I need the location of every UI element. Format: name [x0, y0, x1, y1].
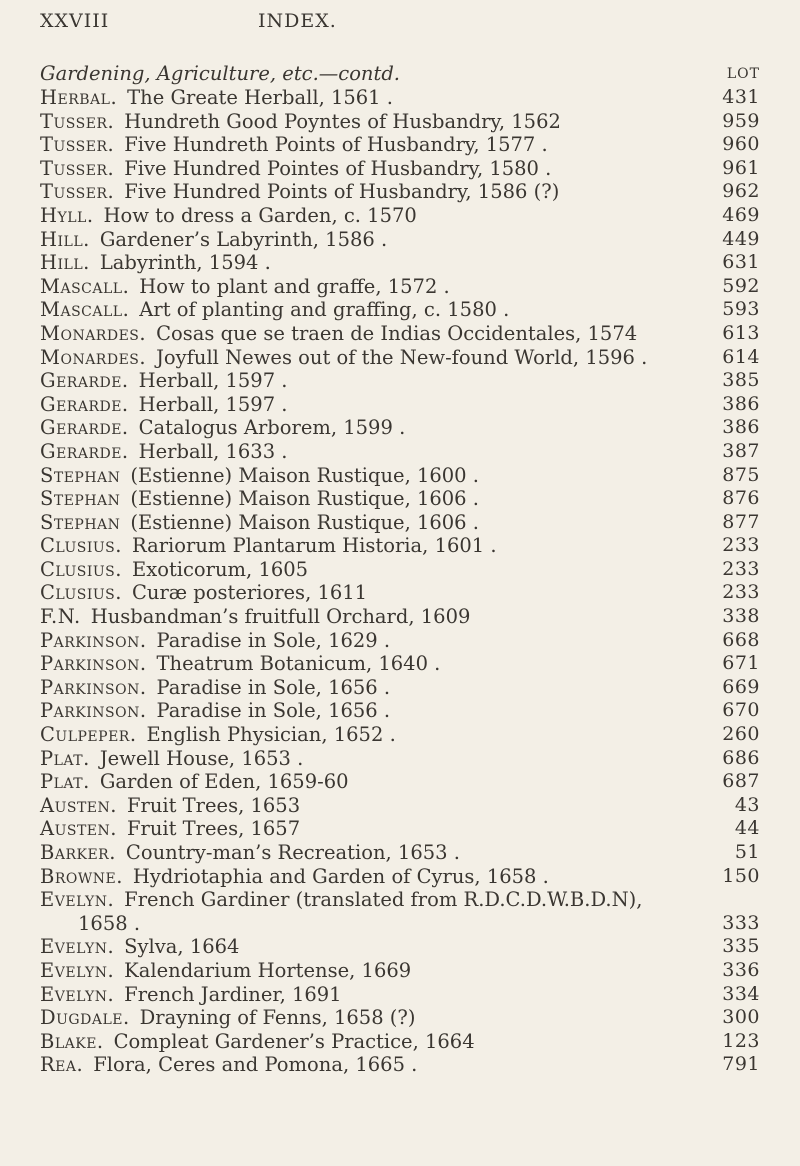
entry-lot-number: 338 — [722, 605, 760, 628]
entry-author: Herbal. — [40, 86, 118, 109]
entry-author: F.N. — [40, 605, 81, 629]
entry-author: Gerarde. — [40, 369, 129, 393]
entry-lot-number: 334 — [722, 982, 760, 1005]
entry-lot-number: 43 — [734, 793, 760, 816]
entry-title: Hundreth Good Poyntes of Husbandry, 1562 — [124, 109, 561, 133]
entry-lot-number: 962 — [722, 180, 760, 203]
entry-title: Herball, 1633 . — [138, 439, 288, 463]
entry-lot-number: 961 — [722, 156, 760, 179]
entry-author: Clusius. — [40, 557, 122, 581]
entry-lot-number: 791 — [722, 1053, 760, 1076]
entry-author: Stephan — [40, 510, 121, 534]
entry-title: Exoticorum, 1605 — [131, 557, 309, 581]
entry-lot-number: 960 — [722, 133, 760, 156]
index-entry — [40, 1053, 760, 1077]
entry-title: Flora, Ceres and Pomona, 1665 . — [93, 1053, 418, 1077]
entry-author: Gerarde. — [40, 392, 129, 416]
entry-author: Tusser. — [40, 180, 115, 204]
index-entry — [40, 511, 760, 535]
entry-lot-number: 386 — [722, 392, 760, 415]
entry-title: Gardener’s Labyrinth, 1586 . — [99, 227, 388, 251]
entry-title: (Estienne) Maison Rustique, 1600 . — [130, 463, 479, 487]
entry-title: Garden of Eden, 1659-60 — [99, 770, 349, 794]
entry-title: Sylva, 1664 — [124, 935, 240, 959]
entry-lot-number: 300 — [722, 1006, 760, 1029]
index-entry — [40, 1030, 760, 1054]
entry-author: Tusser. — [40, 156, 115, 180]
index-entry — [40, 251, 760, 275]
entry-author: Culpeper. — [40, 723, 137, 747]
entry-author: Monardes. — [40, 321, 147, 345]
entry-title: 1658 . — [78, 911, 141, 935]
entry-lot-number: 44 — [734, 817, 760, 840]
entry-title: Joyfull Newes out of the New-found World, 1596 . — [156, 345, 648, 369]
page-number: XXVIII — [40, 10, 110, 32]
index-entry — [40, 322, 760, 346]
entry-lot-number: 449 — [722, 227, 760, 250]
index-entry — [40, 817, 760, 841]
entry-title: Herball, 1597 . — [138, 392, 288, 416]
entry-title: French Gardiner (translated from R.D.C.D.W.B.D.N), — [124, 888, 643, 912]
entry-author: Austen. — [40, 817, 117, 841]
entry-title: Catalogus Arborem, 1599 . — [138, 416, 406, 440]
index-entry — [40, 747, 760, 771]
index-entry — [40, 629, 760, 653]
entry-author: Clusius. — [40, 534, 122, 558]
index-entry — [40, 581, 760, 605]
index-entry — [40, 652, 760, 676]
entry-author: Gerarde. — [40, 416, 129, 440]
index-entry — [40, 228, 760, 252]
entry-title: Labyrinth, 1594 . — [99, 251, 271, 275]
index-entry — [40, 912, 760, 936]
entry-lot-number: 336 — [722, 958, 760, 981]
entry-lot-number: 959 — [722, 109, 760, 132]
entry-lot-number: 233 — [722, 557, 760, 580]
entry-author: Evelyn. — [40, 982, 115, 1006]
entry-title: Herball, 1597 . — [138, 369, 288, 393]
index-entry — [40, 770, 760, 794]
entry-title: Rariorum Plantarum Historia, 1601 . — [131, 534, 497, 558]
entry-lot-number: 687 — [722, 770, 760, 793]
index-entry — [40, 110, 760, 134]
entry-title: Paradise in Sole, 1629 . — [156, 628, 391, 652]
entry-author: Parkinson. — [40, 699, 147, 723]
entry-title: English Physician, 1652 . — [146, 723, 396, 747]
entry-title: Compleat Gardener’s Practice, 1664 — [113, 1029, 475, 1053]
index-entry — [40, 841, 760, 865]
entry-lot-number: 876 — [722, 487, 760, 510]
index-entry — [40, 1006, 760, 1030]
index-entry — [40, 86, 760, 110]
lot-column-heading: LOT — [726, 66, 760, 82]
entry-author: Browne. — [40, 864, 123, 888]
entry-author: Mascall. — [40, 298, 130, 322]
entry-title: French Jardiner, 1691 — [124, 982, 342, 1006]
entry-lot-number: 670 — [722, 699, 760, 722]
entry-author: Monardes. — [40, 345, 147, 369]
entry-title: How to dress a Garden, c. 1570 — [103, 203, 417, 227]
entry-lot-number: 431 — [722, 86, 760, 108]
index-entry — [40, 794, 760, 818]
entry-title: Paradise in Sole, 1656 . — [156, 675, 391, 699]
entry-lot-number: 592 — [722, 274, 760, 297]
entry-title: Jewell House, 1653 . — [99, 746, 304, 770]
index-entry — [40, 298, 760, 322]
entry-author: Evelyn. — [40, 888, 115, 912]
index-entry — [40, 558, 760, 582]
entry-author: Tusser. — [40, 109, 115, 133]
entry-title: How to plant and graffe, 1572 . — [139, 274, 450, 298]
index-entry — [40, 676, 760, 700]
entry-title: Fruit Trees, 1657 — [126, 817, 301, 841]
index-entry — [40, 157, 760, 181]
entry-lot-number: 387 — [722, 439, 760, 462]
entry-title: Cosas que se traen de Indias Occidentales, 1574 — [156, 321, 638, 345]
index-entry — [40, 440, 760, 464]
entry-lot-number: 593 — [722, 298, 760, 321]
entry-author: Evelyn. — [40, 935, 115, 959]
entry-author: Parkinson. — [40, 628, 147, 652]
index-entry — [40, 464, 760, 488]
entry-author: Parkinson. — [40, 675, 147, 699]
index-entry — [40, 369, 760, 393]
index-entry — [40, 983, 760, 1007]
entry-lot-number: 671 — [722, 652, 760, 675]
entry-lot-number: 875 — [722, 463, 760, 486]
entry-lot-number: 333 — [722, 911, 760, 934]
entry-author: Blake. — [40, 1029, 104, 1053]
entry-lot-number: 614 — [722, 345, 760, 368]
entry-title: Art of planting and graffing, c. 1580 . — [139, 298, 510, 322]
entry-author: Hyll. — [40, 203, 94, 227]
index-entry — [40, 416, 760, 440]
entry-lot-number: 233 — [722, 581, 760, 604]
entry-lot-number: 51 — [734, 841, 760, 863]
index-entry — [40, 699, 760, 723]
entry-lot-number: 150 — [722, 864, 760, 887]
entry-title: The Greate Herball, 1561 . — [127, 86, 393, 109]
entry-lot-number: 260 — [722, 723, 760, 746]
entry-title: Hydriotaphia and Garden of Cyrus, 1658 . — [132, 864, 549, 888]
index-entry — [40, 180, 760, 204]
entry-title: Kalendarium Hortense, 1669 — [124, 958, 412, 982]
index-entry — [40, 723, 760, 747]
entry-lot-number: 686 — [722, 746, 760, 769]
running-head — [40, 10, 760, 36]
index-entry — [40, 275, 760, 299]
entry-author: Plat. — [40, 770, 90, 794]
running-title: INDEX. — [258, 10, 337, 32]
index-entry — [40, 605, 760, 629]
index-entry — [40, 935, 760, 959]
entry-author: Stephan — [40, 463, 121, 487]
entry-lot-number: 233 — [722, 534, 760, 557]
entry-lot-number: 123 — [722, 1029, 760, 1052]
index-entry — [40, 534, 760, 558]
entry-title: Country-man’s Recreation, 1653 . — [125, 841, 460, 864]
entry-title: Fruit Trees, 1653 — [126, 793, 301, 817]
entry-lot-number: 335 — [722, 935, 760, 958]
entry-author: Hill. — [40, 227, 90, 251]
index-entry — [40, 959, 760, 983]
section-heading: Gardening, Agriculture, etc.—contd. — [40, 62, 401, 85]
entry-title: Five Hundred Pointes of Husbandry, 1580 . — [124, 156, 552, 180]
entry-title: Paradise in Sole, 1656 . — [156, 699, 391, 723]
index-entry — [40, 133, 760, 157]
entry-title: (Estienne) Maison Rustique, 1606 . — [130, 487, 479, 511]
entry-title: Five Hundreth Points of Husbandry, 1577 . — [124, 133, 548, 157]
entry-title: Husbandman’s fruitfull Orchard, 1609 — [90, 605, 471, 629]
entry-author: Evelyn. — [40, 958, 115, 982]
index-entry — [40, 393, 760, 417]
index-entry — [40, 865, 760, 889]
entry-lot-number: 631 — [722, 251, 760, 274]
entry-author: Rea. — [40, 1053, 84, 1077]
entry-lot-number: 668 — [722, 628, 760, 651]
entry-author: Plat. — [40, 746, 90, 770]
entry-title: Curæ posteriores, 1611 — [131, 581, 368, 605]
entry-author: Tusser. — [40, 133, 115, 157]
entry-lot-number: 669 — [722, 675, 760, 698]
index-entries — [40, 86, 760, 1077]
index-entry — [40, 346, 760, 370]
entry-title: (Estienne) Maison Rustique, 1606 . — [130, 510, 479, 534]
entry-lot-number: 385 — [722, 369, 760, 392]
entry-author: Parkinson. — [40, 652, 147, 676]
entry-title: Drayning of Fenns, 1658 (?) — [139, 1006, 416, 1030]
entry-author: Hill. — [40, 251, 90, 275]
entry-lot-number: 613 — [722, 321, 760, 344]
index-entry — [40, 888, 760, 912]
index-entry — [40, 487, 760, 511]
entry-author: Mascall. — [40, 274, 130, 298]
entry-author: Dugdale. — [40, 1006, 130, 1030]
entry-author: Stephan — [40, 487, 121, 511]
entry-lot-number: 877 — [722, 510, 760, 533]
index-entry — [40, 204, 760, 228]
entry-author: Clusius. — [40, 581, 122, 605]
entry-title: Theatrum Botanicum, 1640 . — [156, 652, 441, 676]
entry-author: Gerarde. — [40, 439, 129, 463]
entry-author: Austen. — [40, 793, 117, 817]
entry-lot-number: 469 — [722, 203, 760, 226]
entry-lot-number: 386 — [722, 416, 760, 439]
entry-author: Barker. — [40, 841, 116, 864]
entry-title: Five Hundred Points of Husbandry, 1586 (?) — [124, 180, 560, 204]
